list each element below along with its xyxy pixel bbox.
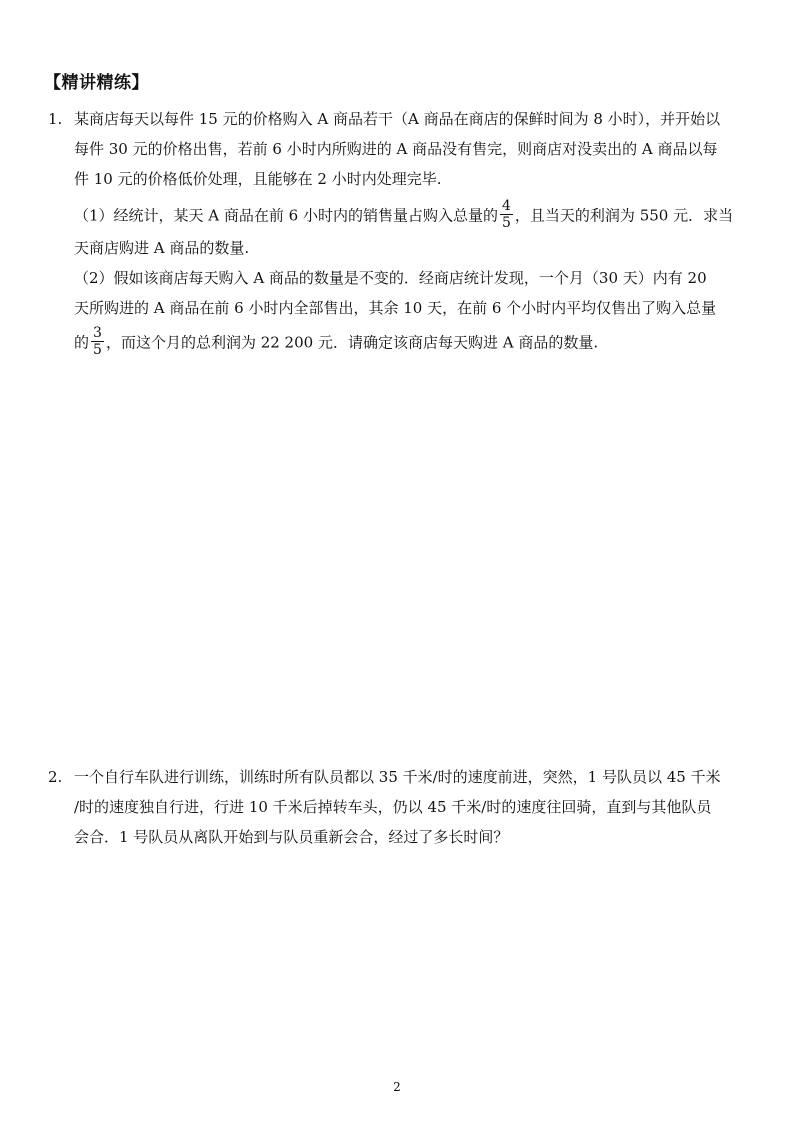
problem-1 <box>48 104 760 360</box>
problem-body <box>74 762 760 852</box>
fraction-numerator: 3 <box>93 325 102 341</box>
fraction-numerator: 4 <box>502 198 511 214</box>
subquestion-2-fraction-line <box>74 327 760 360</box>
subquestion-text: （1）经统计，某天 A 商品在前 6 小时内的销售量占购入总量的 <box>74 206 498 225</box>
subquestion-text-line: 天商店购进 A 商品的数量. <box>74 239 250 257</box>
subquestion-text: ，而这个月的总利润为 22 200 元．请确定该商店每天购进 A 商品的数量. <box>105 333 599 352</box>
problem-text-line: /时的速度独自行进，行进 10 千米后掉转车头，仍以 45 千米/时的速度往回骑，直到与其他队员 <box>74 798 712 816</box>
page-number: 2 <box>393 1080 401 1094</box>
problem-number: 1. <box>48 110 63 128</box>
problem-text-line: 会合．1 号队员从离队开始到与队员重新会合，经过了多长时间？ <box>74 828 509 846</box>
fraction-denominator: 5 <box>502 215 511 231</box>
subquestion-2-line: （2）假如该商店每天购入 A 商品的数量是不变的．经商店统计发现，一个月（30 天）内有 20 <box>74 269 707 287</box>
fraction-denominator: 5 <box>93 342 102 358</box>
fraction <box>500 198 513 231</box>
problem-text-line: 件 10 元的价格低价处理，且能够在 2 小时内处理完毕. <box>74 170 442 188</box>
problem-text-line: 某商店每天以每件 15 元的价格购入 A 商品若干（A 商品在商店的保鲜时间为 8 小时），并开始以 <box>74 110 721 128</box>
problem-number: 2. <box>48 768 63 786</box>
problem-text-line: 一个自行车队进行训练，训练时所有队员都以 35 千米/时的速度前进，突然，1 号队员以 45 千米 <box>74 768 721 786</box>
section-title: 【精讲精练】 <box>44 73 149 93</box>
subquestion-2-line: 天所购进的 A 商品在前 6 小时内全部售出，其余 10 天，在前 6 个小时内平均仅售出了购入总量 <box>74 299 717 317</box>
subquestion-text: 的 <box>74 333 90 352</box>
subquestion-text: ，且当天的利润为 550 元．求当 <box>514 206 734 225</box>
fraction <box>91 325 104 358</box>
problem-text-line: 每件 30 元的价格出售，若前 6 小时内所购进的 A 商品没有售完，则商店对没卖出的 A 商品以每 <box>74 140 718 158</box>
subquestion-1 <box>74 200 760 233</box>
problem-body <box>74 104 760 360</box>
problem-2 <box>48 762 760 852</box>
